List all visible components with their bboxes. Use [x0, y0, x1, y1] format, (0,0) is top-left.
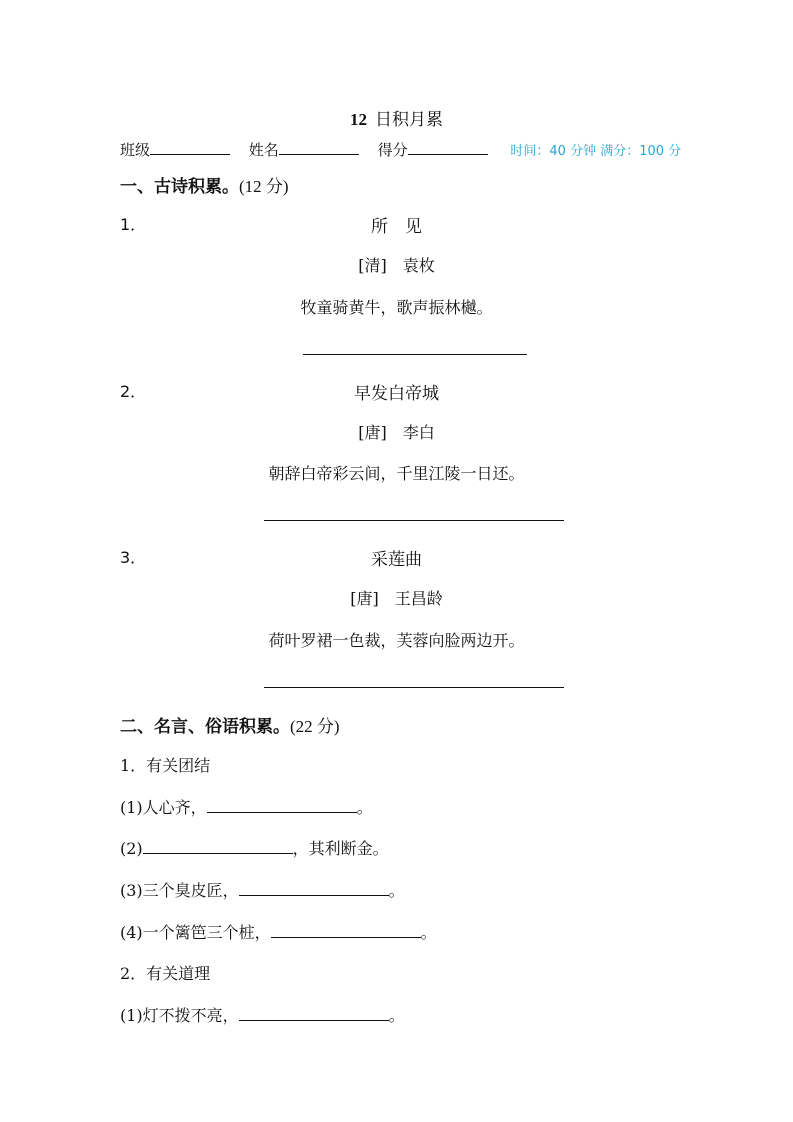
poem-2-author: [唐] 李白 [358, 423, 435, 442]
poem-2-verse: 朝辞白帝彩云间，千里江陵一日还。 [268, 464, 525, 483]
proverb-2-1-prefix: (1)灯不拨不亮， [120, 1006, 239, 1025]
class-label: 班级 [120, 141, 151, 159]
proverb-1-4-prefix: (4)一个篱笆三个桩， [120, 923, 271, 942]
poem-1-title: 所 见 [371, 217, 422, 237]
time-info: 时间：40 分钟 满分：100 分 [510, 144, 682, 159]
proverb-1-2-suffix: ，其利断金。 [292, 839, 389, 858]
lesson-number: 12 [350, 110, 367, 129]
poem-2-number: 2． [120, 382, 147, 401]
poem-3-title: 采莲曲 [371, 550, 422, 570]
section-1-heading [120, 172, 289, 197]
section-2-score: (22 分) [290, 717, 340, 736]
section-2-heading [120, 712, 340, 737]
proverb-1-3-blank[interactable] [239, 881, 389, 896]
score-field[interactable] [408, 140, 488, 155]
proverb-1-3-prefix: (3)三个臭皮匠， [120, 881, 239, 900]
poem-3-number: 3． [120, 548, 147, 567]
name-label: 姓名 [248, 141, 279, 159]
proverb-1-1-blank[interactable] [207, 798, 357, 813]
proverb-1-1-suffix: 。 [356, 798, 373, 817]
group-2-label: 2．有关道理 [120, 964, 211, 983]
poem-3-answer-line[interactable] [264, 687, 564, 688]
proverb-1-1-prefix: (1)人心齐， [120, 798, 207, 817]
proverb-1-4 [120, 920, 437, 943]
section-2-title: 二、名言、俗语积累。 [120, 717, 290, 737]
proverb-1-2-blank[interactable] [143, 839, 293, 854]
score-label: 得分 [377, 141, 408, 159]
proverb-1-4-suffix: 。 [420, 923, 437, 942]
class-field[interactable] [150, 140, 230, 155]
proverb-2-1-blank[interactable] [239, 1006, 389, 1021]
poem-3-verse: 荷叶罗裙一色裁，芙蓉向脸两边开。 [268, 631, 525, 650]
proverb-1-4-blank[interactable] [271, 923, 421, 938]
poem-3-author: [唐] 王昌龄 [350, 589, 443, 608]
lesson-title: 日积月累 [375, 110, 443, 130]
name-field[interactable] [279, 140, 359, 155]
student-info-row [120, 139, 681, 160]
proverb-1-2 [120, 836, 389, 859]
poem-1-number: 1． [120, 215, 147, 234]
proverb-2-1 [120, 1003, 405, 1026]
group-1-label: 1．有关团结 [120, 756, 211, 775]
section-1-title: 一、古诗积累。 [120, 177, 239, 197]
section-1-score: (12 分) [239, 177, 289, 196]
proverb-1-1 [120, 795, 373, 818]
proverb-1-3 [120, 878, 405, 901]
proverb-2-1-suffix: 。 [388, 1006, 405, 1025]
poem-1-verse: 牧童骑黄牛，歌声振林樾。 [300, 298, 493, 317]
poem-1-answer-line[interactable] [303, 354, 527, 355]
page-title [0, 105, 793, 130]
poem-2-title: 早发白帝城 [354, 384, 439, 404]
poem-1-author: [清] 袁枚 [358, 256, 435, 275]
proverb-1-3-suffix: 。 [388, 881, 405, 900]
proverb-1-2-prefix: (2) [120, 839, 143, 858]
poem-2-answer-line[interactable] [264, 520, 564, 521]
